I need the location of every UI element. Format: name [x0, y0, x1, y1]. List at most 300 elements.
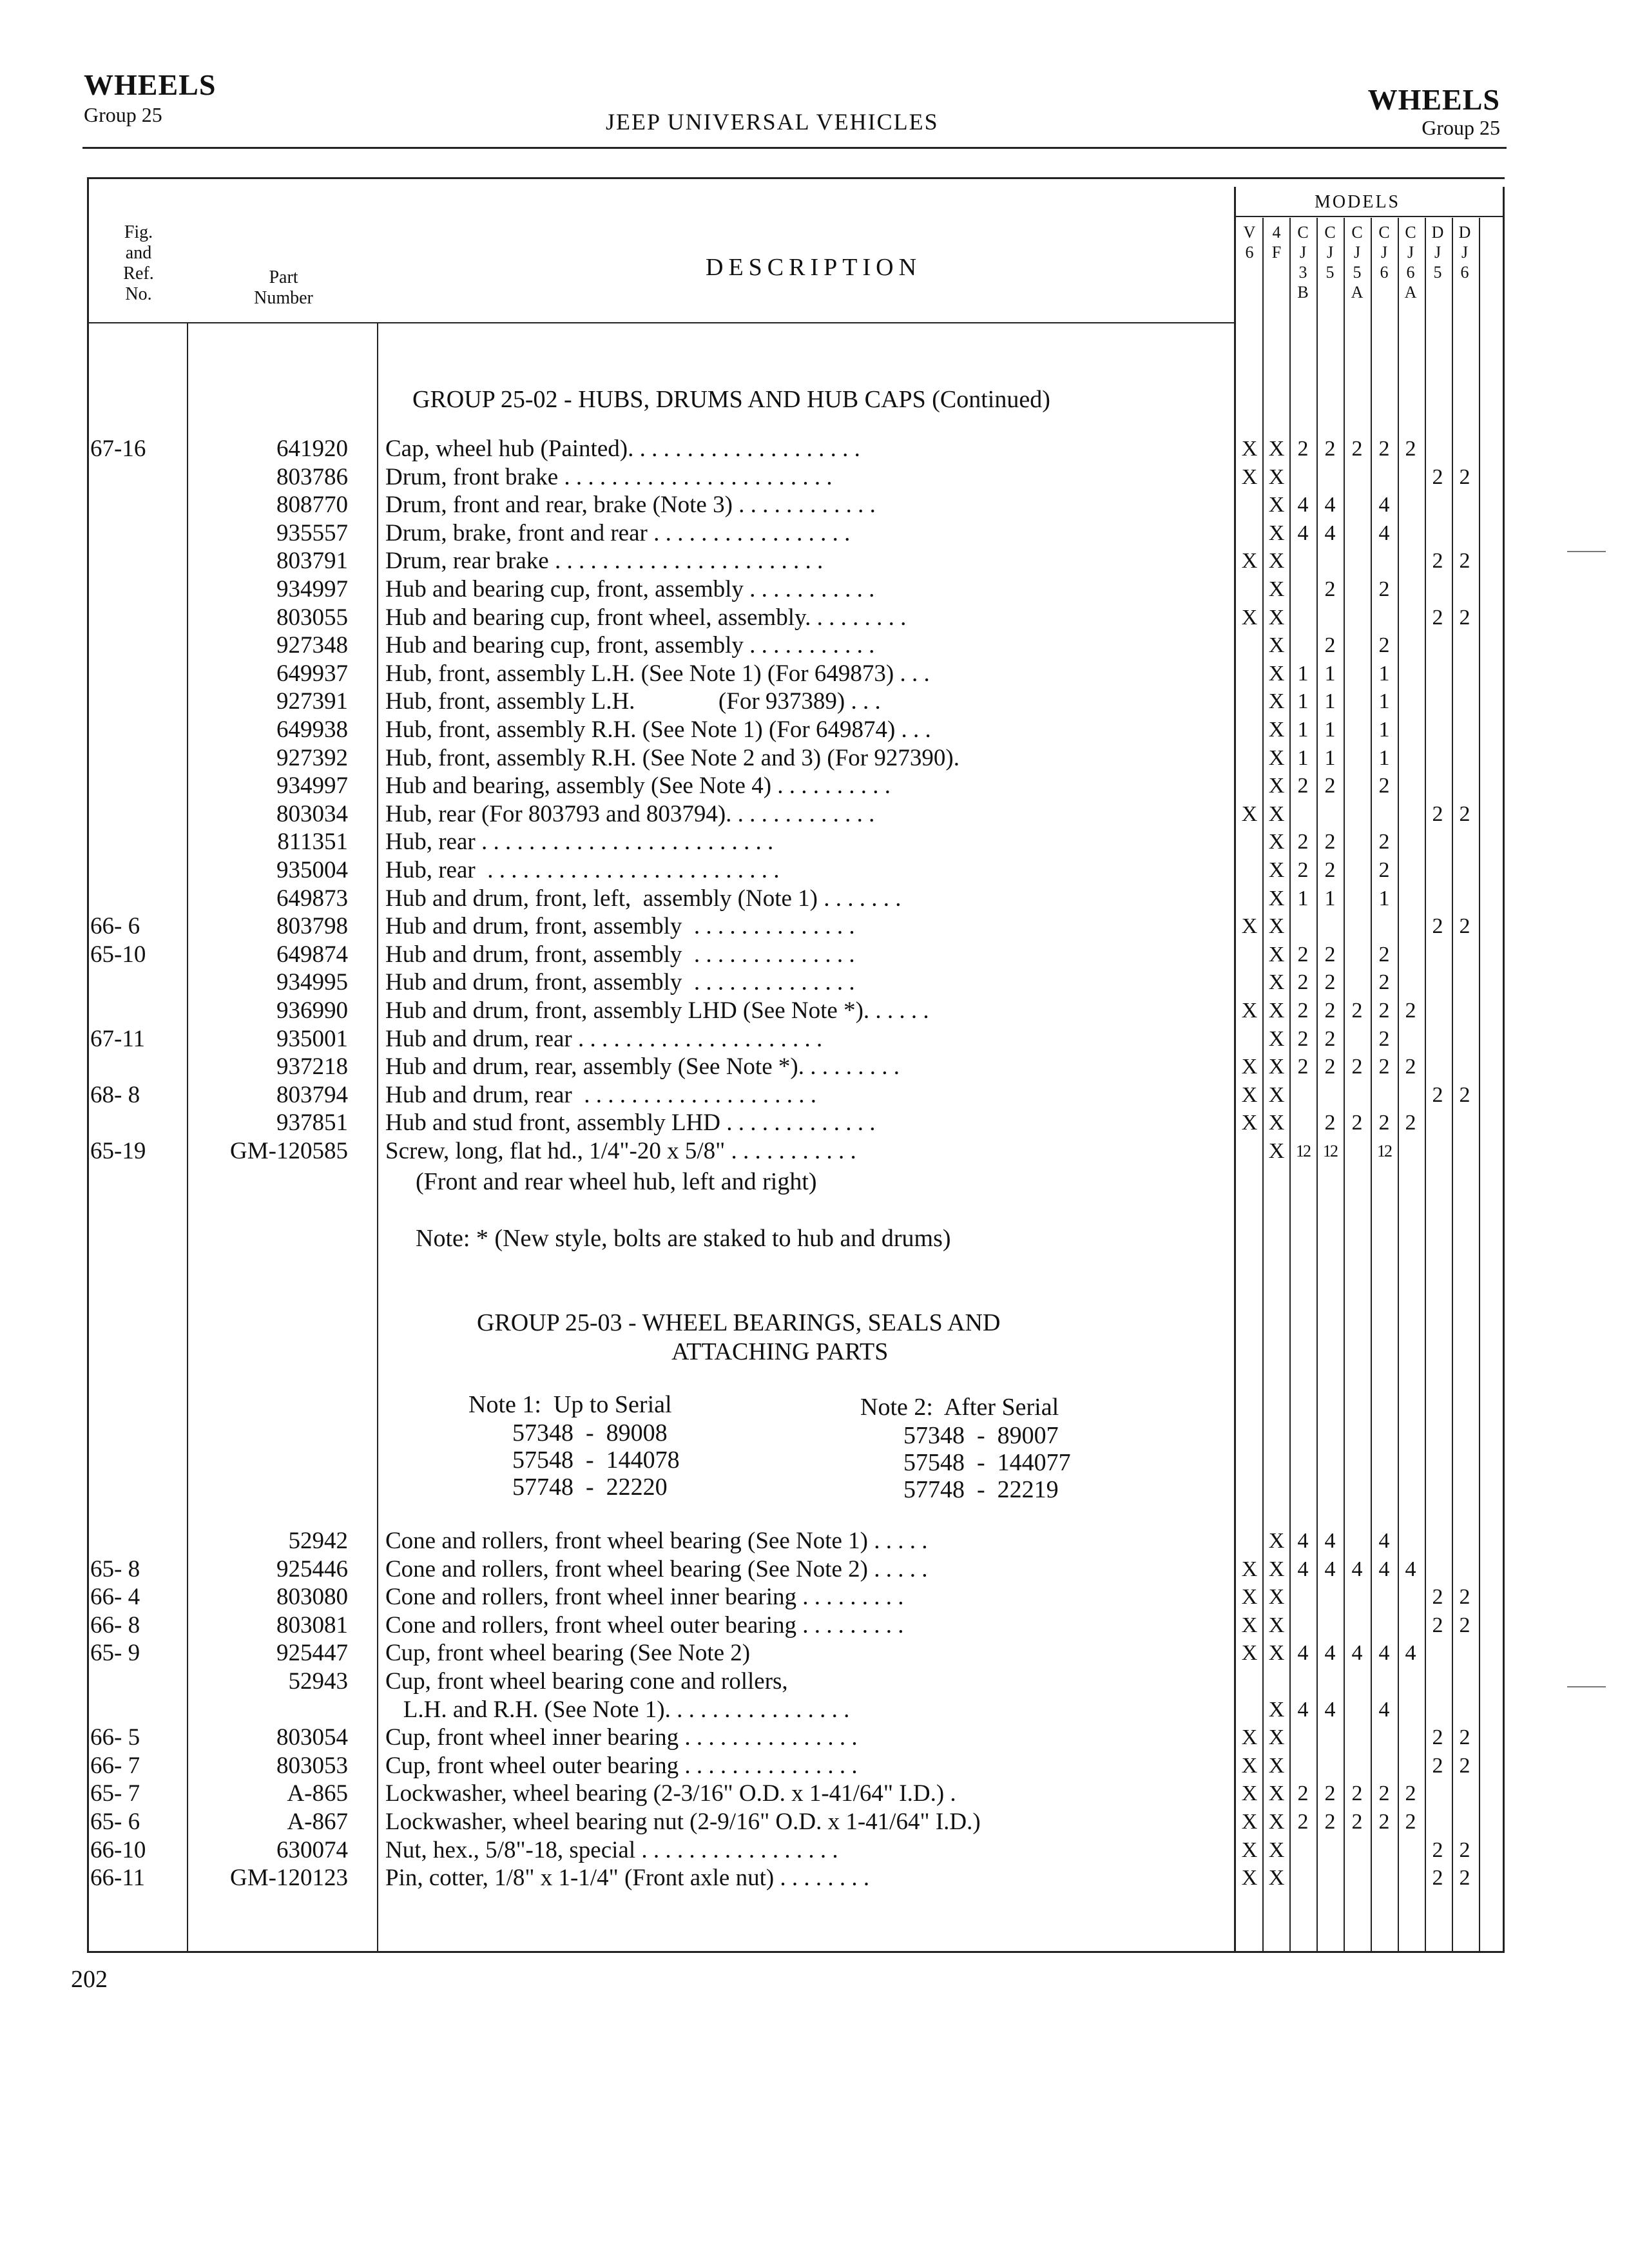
model-qty-cell: 2 — [1378, 999, 1390, 1023]
description-cell: Hub and drum, front, assembly . . . . . . . . . . . . . . — [385, 969, 855, 996]
model-qty-cell: 2 — [1324, 830, 1336, 854]
note1-title: Note 1: Up to Serial — [468, 1391, 672, 1418]
fig-ref-cell — [90, 604, 193, 632]
part-number-cell: 811351 — [277, 829, 348, 856]
section1-heading: GROUP 25-02 - HUBS, DRUMS AND HUB CAPS (Continued) — [412, 386, 1050, 413]
description-cell: Hub, front, assembly L.H. (For 937389) . . . — [385, 688, 881, 715]
fig-ref-cell: 66- 7 — [90, 1752, 140, 1779]
model-qty-cell: X — [1241, 1866, 1258, 1890]
model-qty-cell: 2 — [1324, 1810, 1336, 1834]
model-qty-cell: 2 — [1297, 970, 1309, 995]
model-code-char: C — [1351, 223, 1363, 242]
model-qty-cell: X — [1268, 942, 1285, 966]
model-qty-cell: X — [1268, 1725, 1285, 1750]
model-code-char: C — [1297, 223, 1309, 242]
model-qty-cell: 4 — [1297, 1697, 1309, 1722]
part-number-cell: 925447 — [276, 1640, 348, 1667]
model-qty-cell: 2 — [1459, 1585, 1470, 1610]
part-number-cell: 641920 — [276, 436, 348, 462]
model-qty-cell: 4 — [1324, 1697, 1336, 1722]
description-cell: Cup, front wheel bearing (See Note 2) — [385, 1640, 751, 1667]
fig-ref-cell: 68- 8 — [90, 1081, 140, 1108]
model-qty-cell: 2 — [1378, 774, 1390, 798]
fig-ref-cell — [90, 1696, 193, 1724]
description-cell: Hub and bearing cup, front wheel, assembly. . . . . . . . . — [385, 604, 907, 631]
part-number-cell: 649938 — [276, 716, 348, 743]
model-qty-cell: 2 — [1297, 774, 1309, 798]
model-qty-cell: 2 — [1324, 999, 1336, 1023]
model-qty-cell: 4 — [1405, 1557, 1416, 1581]
model-qty-cell: 2 — [1297, 1026, 1309, 1051]
part-number-cell: 934997 — [276, 773, 348, 800]
fig-ref-cell — [90, 828, 193, 856]
part-number-cell: 630074 — [276, 1836, 348, 1863]
model-qty-cell: X — [1268, 493, 1285, 517]
model-qty-cell: X — [1268, 633, 1285, 658]
model-col-line — [1398, 218, 1399, 1951]
model-qty-cell: 2 — [1405, 999, 1416, 1023]
model-code-char: V — [1243, 223, 1256, 242]
fig-ref-cell — [90, 547, 193, 575]
part-number-cell: 803794 — [276, 1081, 348, 1108]
model-qty-cell: X — [1268, 886, 1285, 910]
model-qty-cell: X — [1268, 1082, 1285, 1107]
model-qty-cell: X — [1268, 661, 1285, 686]
description-cell: Screw, long, flat hd., 1/4"-20 x 5/8" . . . . . . . . . . . — [385, 1138, 856, 1164]
model-qty-cell: X — [1241, 549, 1258, 573]
models-header: MODELS — [1315, 192, 1401, 212]
model-qty-cell: X — [1241, 1725, 1258, 1750]
model-qty-cell: 1 — [1297, 689, 1309, 714]
model-qty-cell: 2 — [1324, 633, 1336, 658]
model-qty-cell: 2 — [1432, 549, 1443, 573]
fig-ref-cell: 65- 6 — [90, 1809, 140, 1835]
part-number-cell: GM-120123 — [230, 1865, 348, 1892]
description-header: DESCRIPTION — [706, 254, 922, 281]
model-qty-cell: X — [1241, 1082, 1258, 1107]
note1-line: 57548 - 144078 — [512, 1446, 680, 1474]
table-top-border — [87, 177, 1505, 179]
model-qty-cell: 1 — [1297, 661, 1309, 686]
part-number-cell: 808770 — [276, 492, 348, 519]
fig-ref-cell: 65- 8 — [90, 1555, 140, 1582]
model-qty-cell: 2 — [1459, 1753, 1470, 1778]
model-qty-cell: X — [1268, 577, 1285, 601]
model-qty-cell: X — [1268, 1026, 1285, 1051]
part-number-cell: 803081 — [276, 1611, 348, 1639]
description-cell: Nut, hex., 5/8"-18, special . . . . . . . . . . . . . . . . . — [385, 1836, 838, 1863]
model-qty-cell: X — [1268, 1139, 1285, 1163]
table-right-border — [1503, 187, 1505, 1952]
part-number-cell: 935004 — [276, 857, 348, 883]
model-qty-cell: X — [1241, 1753, 1258, 1778]
model-qty-cell: X — [1268, 1782, 1285, 1806]
fig-ref-cell: 67-16 — [90, 436, 146, 462]
model-code-char: C — [1405, 223, 1416, 242]
fig-ref-cell — [90, 1667, 193, 1696]
model-qty-cell: 2 — [1459, 1725, 1470, 1750]
model-qty-cell: 1 — [1324, 745, 1336, 770]
model-qty-cell: 2 — [1297, 1055, 1309, 1079]
description-cell: Hub and drum, rear . . . . . . . . . . . . . . . . . . . . . — [385, 1025, 823, 1052]
model-qty-cell: X — [1268, 1529, 1285, 1553]
model-qty-cell: X — [1268, 1697, 1285, 1722]
part-number-cell: 925446 — [276, 1555, 348, 1582]
model-qty-cell: 2 — [1459, 605, 1470, 629]
model-qty-cell: 2 — [1324, 437, 1336, 461]
header-row-divider — [87, 322, 1234, 323]
fig-ref-header: Fig. and Ref. No. — [123, 222, 154, 304]
description-cell: L.H. and R.H. (See Note 1). . . . . . . . . . . . . . . . — [385, 1696, 850, 1723]
part-number-cell: 927391 — [276, 688, 348, 715]
model-qty-cell: X — [1268, 521, 1285, 545]
description-cell: Cone and rollers, front wheel bearing (See Note 2) . . . . . — [385, 1555, 928, 1582]
model-qty-cell: 2 — [1378, 830, 1390, 854]
table-left-border — [87, 177, 89, 1952]
fig-ref-cell — [90, 575, 193, 604]
model-qty-cell: 2 — [1405, 1111, 1416, 1135]
model-qty-cell: X — [1241, 802, 1258, 826]
note2-line: 57348 - 89007 — [903, 1422, 1059, 1449]
description-cell: Hub, front, assembly R.H. (See Note 2 and 3) (For 927390). — [385, 744, 959, 771]
model-code-char: 6 — [1406, 263, 1415, 282]
model-qty-cell: 2 — [1432, 1585, 1443, 1610]
fig-ref-cell: 66- 8 — [90, 1611, 140, 1639]
model-qty-cell: 4 — [1297, 521, 1309, 545]
model-qty-cell: 2 — [1378, 437, 1390, 461]
model-qty-cell: 2 — [1297, 1782, 1309, 1806]
model-qty-cell: X — [1268, 1866, 1285, 1890]
model-qty-cell: 1 — [1297, 718, 1309, 742]
fig-ref-cell: 65-19 — [90, 1138, 146, 1164]
header-left-title: WHEELS — [84, 68, 217, 101]
model-qty-cell: X — [1241, 1641, 1258, 1666]
model-qty-cell: 4 — [1297, 493, 1309, 517]
model-qty-cell: 4 — [1351, 1641, 1363, 1666]
part-number-cell: 935001 — [276, 1025, 348, 1052]
model-qty-cell: X — [1268, 1641, 1285, 1666]
description-cell: Cup, front wheel bearing cone and rollers, — [385, 1668, 788, 1695]
note2-line: 57548 - 144077 — [903, 1449, 1071, 1476]
model-code-char: J — [1461, 243, 1469, 262]
model-qty-cell: X — [1268, 465, 1285, 489]
part-number-header: Part Number — [254, 267, 313, 308]
model-qty-cell: X — [1268, 605, 1285, 629]
model-qty-cell: 2 — [1432, 605, 1443, 629]
model-qty-cell: X — [1241, 914, 1258, 939]
fig-ref-cell — [90, 885, 193, 913]
model-qty-cell: 2 — [1324, 1111, 1336, 1135]
section2-heading-line2: ATTACHING PARTS — [671, 1338, 889, 1365]
model-code-char: 3 — [1298, 263, 1307, 282]
fig-ref-cell — [90, 997, 193, 1025]
col-divider-part — [377, 322, 378, 1952]
part-number-cell: 52943 — [288, 1668, 348, 1695]
model-qty-cell: X — [1268, 830, 1285, 854]
fig-ref-cell — [90, 1527, 193, 1555]
model-col-line — [1479, 218, 1480, 1951]
model-qty-cell: 2 — [1459, 1838, 1470, 1862]
model-qty-cell: 2 — [1378, 1111, 1390, 1135]
description-cell: Hub, rear . . . . . . . . . . . . . . . . . . . . . . . . . — [385, 857, 780, 883]
model-qty-cell: 1 — [1297, 745, 1309, 770]
part-number-cell: 649873 — [276, 885, 348, 912]
table-bottom-border — [87, 1951, 1505, 1953]
model-qty-cell: 2 — [1378, 1026, 1390, 1051]
fig-ref-cell — [90, 772, 193, 800]
model-code-char: 6 — [1380, 263, 1389, 282]
model-qty-cell: 4 — [1378, 521, 1390, 545]
model-code-char: D — [1458, 223, 1471, 242]
model-code-char: A — [1404, 283, 1417, 302]
model-qty-cell: X — [1268, 1810, 1285, 1834]
description-cell: Cap, wheel hub (Painted). . . . . . . . . . . . . . . . . . . . — [385, 436, 860, 462]
fig-ref-cell: 66- 6 — [90, 913, 140, 940]
model-code-char: D — [1431, 223, 1444, 242]
model-qty-cell: X — [1241, 1613, 1258, 1637]
description-cell: Cone and rollers, front wheel inner bearing . . . . . . . . . — [385, 1584, 904, 1611]
part-number-cell: 803054 — [276, 1724, 348, 1751]
model-qty-cell: 2 — [1324, 577, 1336, 601]
model-qty-cell: 2 — [1351, 1782, 1363, 1806]
page-number: 202 — [71, 1966, 108, 1993]
model-code-char: B — [1297, 283, 1309, 302]
fig-ref-cell — [90, 687, 193, 716]
part-number-cell: 803798 — [276, 913, 348, 940]
model-qty-cell: 2 — [1297, 999, 1309, 1023]
model-code-char: J — [1434, 243, 1441, 262]
description-cell: Drum, rear brake . . . . . . . . . . . . . . . . . . . . . . . — [385, 548, 824, 575]
model-qty-cell: 4 — [1324, 1641, 1336, 1666]
model-qty-cell: 4 — [1405, 1641, 1416, 1666]
model-qty-cell: 2 — [1297, 942, 1309, 966]
model-qty-cell: X — [1241, 1810, 1258, 1834]
model-qty-cell: 2 — [1351, 1810, 1363, 1834]
model-qty-cell: X — [1268, 802, 1285, 826]
fig-ref-cell: 65-10 — [90, 941, 146, 968]
model-qty-cell: X — [1268, 858, 1285, 882]
fig-ref-cell — [90, 1109, 193, 1137]
model-qty-cell: 1 — [1324, 661, 1336, 686]
model-qty-cell: 12 — [1296, 1142, 1310, 1160]
fig-ref-cell: 66- 5 — [90, 1724, 140, 1751]
description-cell: Drum, front brake . . . . . . . . . . . . . . . . . . . . . . . — [385, 463, 833, 490]
model-code-char: J — [1380, 243, 1388, 262]
model-qty-cell: 2 — [1324, 774, 1336, 798]
model-qty-cell: 2 — [1405, 1055, 1416, 1079]
model-code-char: J — [1299, 243, 1307, 262]
model-qty-cell: 2 — [1432, 914, 1443, 939]
model-qty-cell: X — [1241, 1782, 1258, 1806]
fig-ref-cell — [90, 716, 193, 744]
model-qty-cell: 2 — [1378, 1810, 1390, 1834]
model-qty-cell: 1 — [1378, 886, 1390, 910]
model-qty-cell: 4 — [1297, 1557, 1309, 1581]
model-code-char: J — [1353, 243, 1361, 262]
model-qty-cell: X — [1268, 1753, 1285, 1778]
model-qty-cell: 2 — [1297, 858, 1309, 882]
fig-ref-cell — [90, 631, 193, 660]
model-qty-cell: 1 — [1378, 718, 1390, 742]
model-qty-cell: X — [1268, 1585, 1285, 1610]
description-cell: Hub and bearing cup, front, assembly . . . . . . . . . . . — [385, 576, 875, 602]
models-divider — [1234, 216, 1505, 217]
model-qty-cell: X — [1241, 999, 1258, 1023]
model-qty-cell: 2 — [1432, 1082, 1443, 1107]
model-qty-cell: X — [1268, 549, 1285, 573]
part-number-cell: 934997 — [276, 576, 348, 602]
fig-ref-cell — [90, 1053, 193, 1081]
model-code-char: C — [1324, 223, 1336, 242]
model-qty-cell: 1 — [1297, 886, 1309, 910]
model-col-line — [1344, 218, 1345, 1951]
model-qty-cell: X — [1268, 1557, 1285, 1581]
model-qty-cell: 2 — [1432, 1838, 1443, 1862]
model-qty-cell: 1 — [1324, 718, 1336, 742]
note1-line: 57348 - 89008 — [512, 1419, 668, 1446]
description-cell: Hub and drum, rear . . . . . . . . . . . . . . . . . . . . — [385, 1081, 816, 1108]
description-cell: Lockwasher, wheel bearing (2-3/16" O.D. x 1-41/64" I.D.) . — [385, 1780, 956, 1807]
model-qty-cell: 12 — [1377, 1142, 1391, 1160]
model-qty-cell: 2 — [1405, 1810, 1416, 1834]
model-qty-cell: 2 — [1378, 942, 1390, 966]
fig-ref-cell — [90, 519, 193, 548]
model-qty-cell: X — [1241, 1838, 1258, 1862]
model-qty-cell: 2 — [1351, 1055, 1363, 1079]
model-code-char: 5 — [1433, 263, 1442, 282]
model-qty-cell: X — [1268, 689, 1285, 714]
header-center: JEEP UNIVERSAL VEHICLES — [606, 109, 939, 135]
model-col-line — [1316, 218, 1318, 1951]
part-number-cell: 927348 — [276, 632, 348, 659]
model-qty-cell: 4 — [1378, 1641, 1390, 1666]
model-qty-cell: 1 — [1378, 745, 1390, 770]
model-qty-cell: X — [1268, 745, 1285, 770]
model-qty-cell: 4 — [1324, 1557, 1336, 1581]
part-number-cell: 803034 — [276, 800, 348, 827]
model-code-char: A — [1351, 283, 1364, 302]
model-qty-cell: 2 — [1378, 577, 1390, 601]
note2-title: Note 2: After Serial — [860, 1394, 1059, 1421]
model-qty-cell: 2 — [1297, 437, 1309, 461]
description-cell: Hub and drum, front, assembly . . . . . . . . . . . . . . — [385, 913, 855, 940]
model-qty-cell: 2 — [1432, 1613, 1443, 1637]
model-qty-cell: 12 — [1323, 1142, 1337, 1160]
section2-heading-line1: GROUP 25-03 - WHEEL BEARINGS, SEALS AND — [477, 1309, 1001, 1336]
description-cell: Lockwasher, wheel bearing nut (2-9/16" O.D. x 1-41/64" I.D.) — [385, 1809, 981, 1835]
part-number-cell: A-867 — [287, 1809, 348, 1835]
fig-ref-cell — [90, 968, 193, 997]
part-number-cell: 936990 — [276, 997, 348, 1024]
fig-ref-cell: 65- 9 — [90, 1640, 140, 1667]
model-qty-cell: 4 — [1324, 1529, 1336, 1553]
fig-ref-cell — [90, 660, 193, 688]
part-number-cell: 649874 — [276, 941, 348, 968]
description-cell: Drum, front and rear, brake (Note 3) . . . . . . . . . . . . — [385, 492, 876, 519]
model-qty-cell: 2 — [1459, 802, 1470, 826]
description-cell: Hub and drum, front, assembly . . . . . . . . . . . . . . — [385, 941, 855, 968]
fig-ref-cell: 65- 7 — [90, 1780, 140, 1807]
part-number-cell: 935557 — [276, 519, 348, 546]
description-cell: Hub and bearing, assembly (See Note 4) . . . . . . . . . . — [385, 773, 891, 800]
part-number-cell: 803080 — [276, 1584, 348, 1611]
model-qty-cell: 1 — [1378, 689, 1390, 714]
header-left-group: Group 25 — [84, 103, 162, 126]
model-qty-cell: 2 — [1324, 970, 1336, 995]
model-qty-cell: 4 — [1351, 1557, 1363, 1581]
model-qty-cell: X — [1268, 1055, 1285, 1079]
description-cell: Drum, brake, front and rear . . . . . . . . . . . . . . . . . — [385, 519, 851, 546]
part-number-cell: GM-120585 — [230, 1138, 348, 1164]
model-qty-cell: 2 — [1378, 633, 1390, 658]
model-qty-cell: 2 — [1459, 465, 1470, 489]
note2-line: 57748 - 22219 — [903, 1476, 1059, 1503]
fig-ref-cell — [90, 800, 193, 829]
part-number-cell: 934995 — [276, 969, 348, 996]
model-qty-cell: 2 — [1459, 1866, 1470, 1890]
margin-mark — [1567, 551, 1606, 552]
description-cell: Hub, front, assembly L.H. (See Note 1) (For 649873) . . . — [385, 660, 930, 687]
model-code-char: 6 — [1460, 263, 1469, 282]
model-qty-cell: 2 — [1324, 1055, 1336, 1079]
part-number-cell: 937218 — [276, 1053, 348, 1081]
description-cell: Hub and drum, front, left, assembly (Note 1) . . . . . . . — [385, 885, 901, 912]
model-qty-cell: 2 — [1351, 437, 1363, 461]
model-code-char: C — [1378, 223, 1390, 242]
note1-line: 57748 - 22220 — [512, 1474, 668, 1501]
model-qty-cell: X — [1241, 1055, 1258, 1079]
model-qty-cell: 2 — [1432, 802, 1443, 826]
model-qty-cell: 4 — [1324, 493, 1336, 517]
description-cell: Hub, rear . . . . . . . . . . . . . . . . . . . . . . . . . — [385, 829, 774, 856]
model-qty-cell: 2 — [1324, 942, 1336, 966]
margin-mark — [1567, 1686, 1606, 1687]
model-qty-cell: 2 — [1459, 914, 1470, 939]
model-code-char: 5 — [1325, 263, 1335, 282]
model-qty-cell: 2 — [1351, 1111, 1363, 1135]
model-qty-cell: X — [1241, 1557, 1258, 1581]
model-qty-cell: 2 — [1378, 970, 1390, 995]
model-qty-cell: 1 — [1324, 886, 1336, 910]
model-code-char: J — [1326, 243, 1334, 262]
fig-ref-cell — [90, 491, 193, 519]
description-cell: Pin, cotter, 1/8" x 1-1/4" (Front axle nut) . . . . . . . . — [385, 1865, 870, 1892]
description-cell: Hub and stud front, assembly LHD . . . . . . . . . . . . . — [385, 1110, 876, 1137]
model-qty-cell: 4 — [1297, 1529, 1309, 1553]
description-cell: Cup, front wheel inner bearing . . . . . . . . . . . . . . . — [385, 1724, 858, 1751]
model-qty-cell: X — [1268, 1838, 1285, 1862]
model-code-char: F — [1271, 243, 1282, 262]
model-qty-cell: 2 — [1297, 1810, 1309, 1834]
header-right-group: Group 25 — [1422, 116, 1500, 139]
model-qty-cell: 1 — [1324, 689, 1336, 714]
section1-continuation: (Front and rear wheel hub, left and right) — [416, 1168, 817, 1195]
description-cell: Cone and rollers, front wheel outer bearing . . . . . . . . . — [385, 1611, 904, 1639]
model-qty-cell: 1 — [1378, 661, 1390, 686]
model-qty-cell: 2 — [1459, 549, 1470, 573]
model-qty-cell: X — [1241, 465, 1258, 489]
model-code-char: J — [1407, 243, 1414, 262]
model-qty-cell: 2 — [1324, 1782, 1336, 1806]
model-qty-cell: X — [1268, 774, 1285, 798]
description-cell: Hub and bearing cup, front, assembly . . . . . . . . . . . — [385, 632, 875, 659]
model-qty-cell: X — [1241, 605, 1258, 629]
model-qty-cell: 4 — [1378, 1557, 1390, 1581]
header-rule — [82, 147, 1507, 149]
model-qty-cell: 2 — [1378, 1782, 1390, 1806]
part-number-cell: 803791 — [276, 548, 348, 575]
part-number-cell: 803786 — [276, 463, 348, 490]
